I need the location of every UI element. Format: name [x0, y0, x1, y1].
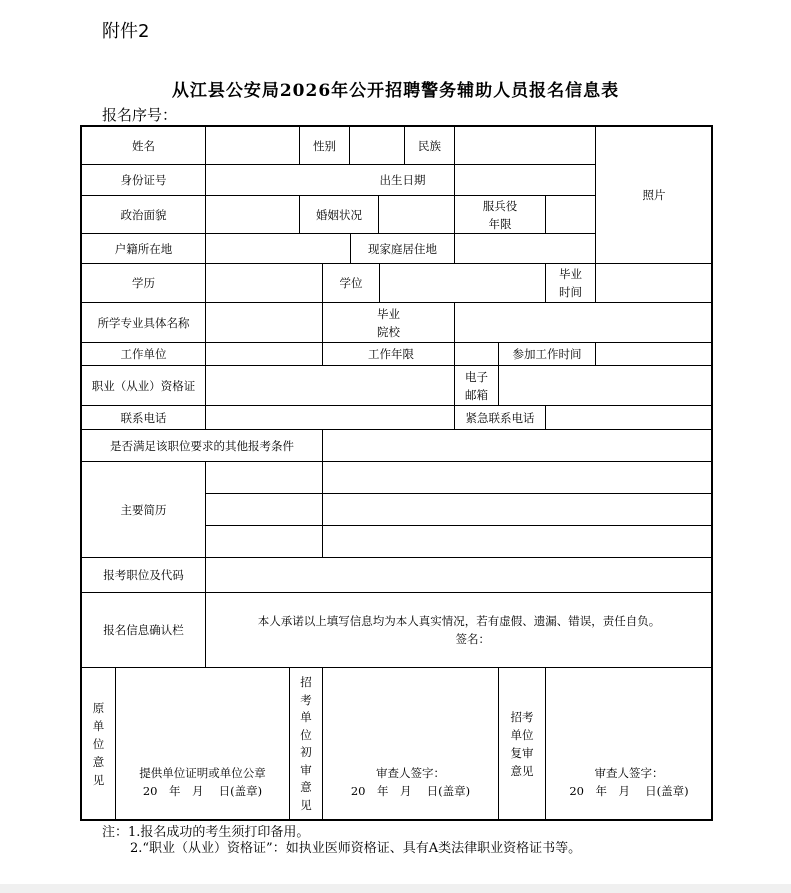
field-confirm[interactable]	[206, 593, 713, 668]
field-employer[interactable]	[206, 343, 323, 366]
resume-period-3[interactable]	[206, 526, 323, 558]
field-major[interactable]	[206, 303, 323, 343]
field-work-years[interactable]	[455, 343, 499, 366]
label-marital-status: 婚姻状况	[300, 196, 379, 234]
label-other-conditions: 是否满足该职位要求的其他报考条件	[82, 430, 323, 462]
label-confirm: 报名信息确认栏	[82, 593, 206, 668]
field-current-address[interactable]	[455, 234, 596, 264]
photo-box[interactable]: 照片	[596, 127, 713, 264]
label-political-status: 政治面貌	[82, 196, 206, 234]
signature-label: 签名：	[455, 632, 490, 646]
label-work-years: 工作年限	[323, 343, 455, 366]
label-grad-school: 毕业 院校	[323, 303, 455, 343]
field-position-code[interactable]	[206, 558, 713, 593]
label-military-service: 服兵役 年限	[455, 196, 546, 234]
label-phone: 联系电话	[82, 406, 206, 430]
field-email[interactable]	[499, 366, 713, 406]
label-initial-review: 招 考 单 位 初 审 意 见	[290, 668, 323, 821]
page-bottom-strip	[0, 884, 791, 893]
confirm-statement: 本人承诺以上填写信息均为本人真实情况，若有虚假、遗漏、错误，责任自负。	[257, 614, 661, 628]
field-military-service[interactable]	[546, 196, 596, 234]
attachment-label: 附件2	[102, 21, 150, 42]
note-2: 2.“职业（从业）资格证”：如执业医师资格证、具有A类法律职业资格证书等。	[130, 841, 582, 856]
field-id-number[interactable]	[206, 165, 351, 196]
label-original-unit: 原 单 位 意 见	[82, 668, 116, 821]
resume-period-1[interactable]	[206, 462, 323, 494]
field-other-conditions[interactable]	[323, 430, 713, 462]
field-degree[interactable]	[380, 264, 546, 303]
registration-number-label: 报名序号：	[102, 106, 178, 124]
label-recheck: 招考 单位 复审 意见	[499, 668, 546, 821]
field-gender[interactable]	[350, 127, 405, 165]
field-hukou[interactable]	[206, 234, 351, 264]
field-recheck[interactable]: 审查人签字： 20 年 月 日(盖章)	[546, 668, 713, 821]
field-work-start[interactable]	[596, 343, 713, 366]
field-ethnicity[interactable]	[455, 127, 596, 165]
field-emergency-phone[interactable]	[546, 406, 713, 430]
label-degree: 学位	[323, 264, 380, 303]
label-qualification: 职业（从业）资格证	[82, 366, 206, 406]
label-major: 所学专业具体名称	[82, 303, 206, 343]
registration-table	[80, 125, 713, 821]
field-education[interactable]	[206, 264, 323, 303]
field-political-status[interactable]	[206, 196, 300, 234]
form-title: 从江县公安局2026年公开招聘警务辅助人员报名信息表	[171, 81, 620, 101]
label-resume: 主要简历	[82, 462, 206, 558]
field-grad-time[interactable]	[596, 264, 713, 303]
label-id-number: 身份证号	[82, 165, 206, 196]
field-grad-school[interactable]	[455, 303, 713, 343]
field-initial-review[interactable]: 审查人签字： 20 年 月 日(盖章)	[323, 668, 499, 821]
resume-detail-1[interactable]	[323, 462, 713, 494]
field-birth-date[interactable]	[455, 165, 596, 196]
recheck-date: 20 年 月 日(盖章)	[569, 784, 689, 798]
label-education: 学历	[82, 264, 206, 303]
label-position-code: 报考职位及代码	[82, 558, 206, 593]
label-current-address: 现家庭居住地	[351, 234, 455, 264]
field-phone[interactable]	[206, 406, 455, 430]
initial-review-date: 20 年 月 日(盖章)	[350, 784, 471, 798]
label-ethnicity: 民族	[405, 127, 455, 165]
label-email: 电子 邮箱	[455, 366, 499, 406]
label-work-start: 参加工作时间	[499, 343, 596, 366]
field-original-unit[interactable]: 提供单位证明或单位公章 20 年 月 日(盖章)	[116, 668, 290, 821]
field-qualification[interactable]	[206, 366, 455, 406]
label-name: 姓名	[82, 127, 206, 165]
resume-detail-2[interactable]	[323, 494, 713, 526]
original-unit-date: 20 年 月 日(盖章)	[142, 784, 263, 798]
label-birth-date: 出生日期	[351, 165, 455, 196]
label-employer: 工作单位	[82, 343, 206, 366]
field-name[interactable]	[206, 127, 300, 165]
note-1: 注：1.报名成功的考生须打印备用。	[102, 825, 310, 840]
label-emergency-phone: 紧急联系电话	[455, 406, 546, 430]
label-gender: 性别	[300, 127, 350, 165]
resume-detail-3[interactable]	[323, 526, 713, 558]
resume-period-2[interactable]	[206, 494, 323, 526]
label-hukou: 户籍所在地	[82, 234, 206, 264]
field-marital-status[interactable]	[379, 196, 455, 234]
label-grad-time: 毕业 时间	[546, 264, 596, 303]
